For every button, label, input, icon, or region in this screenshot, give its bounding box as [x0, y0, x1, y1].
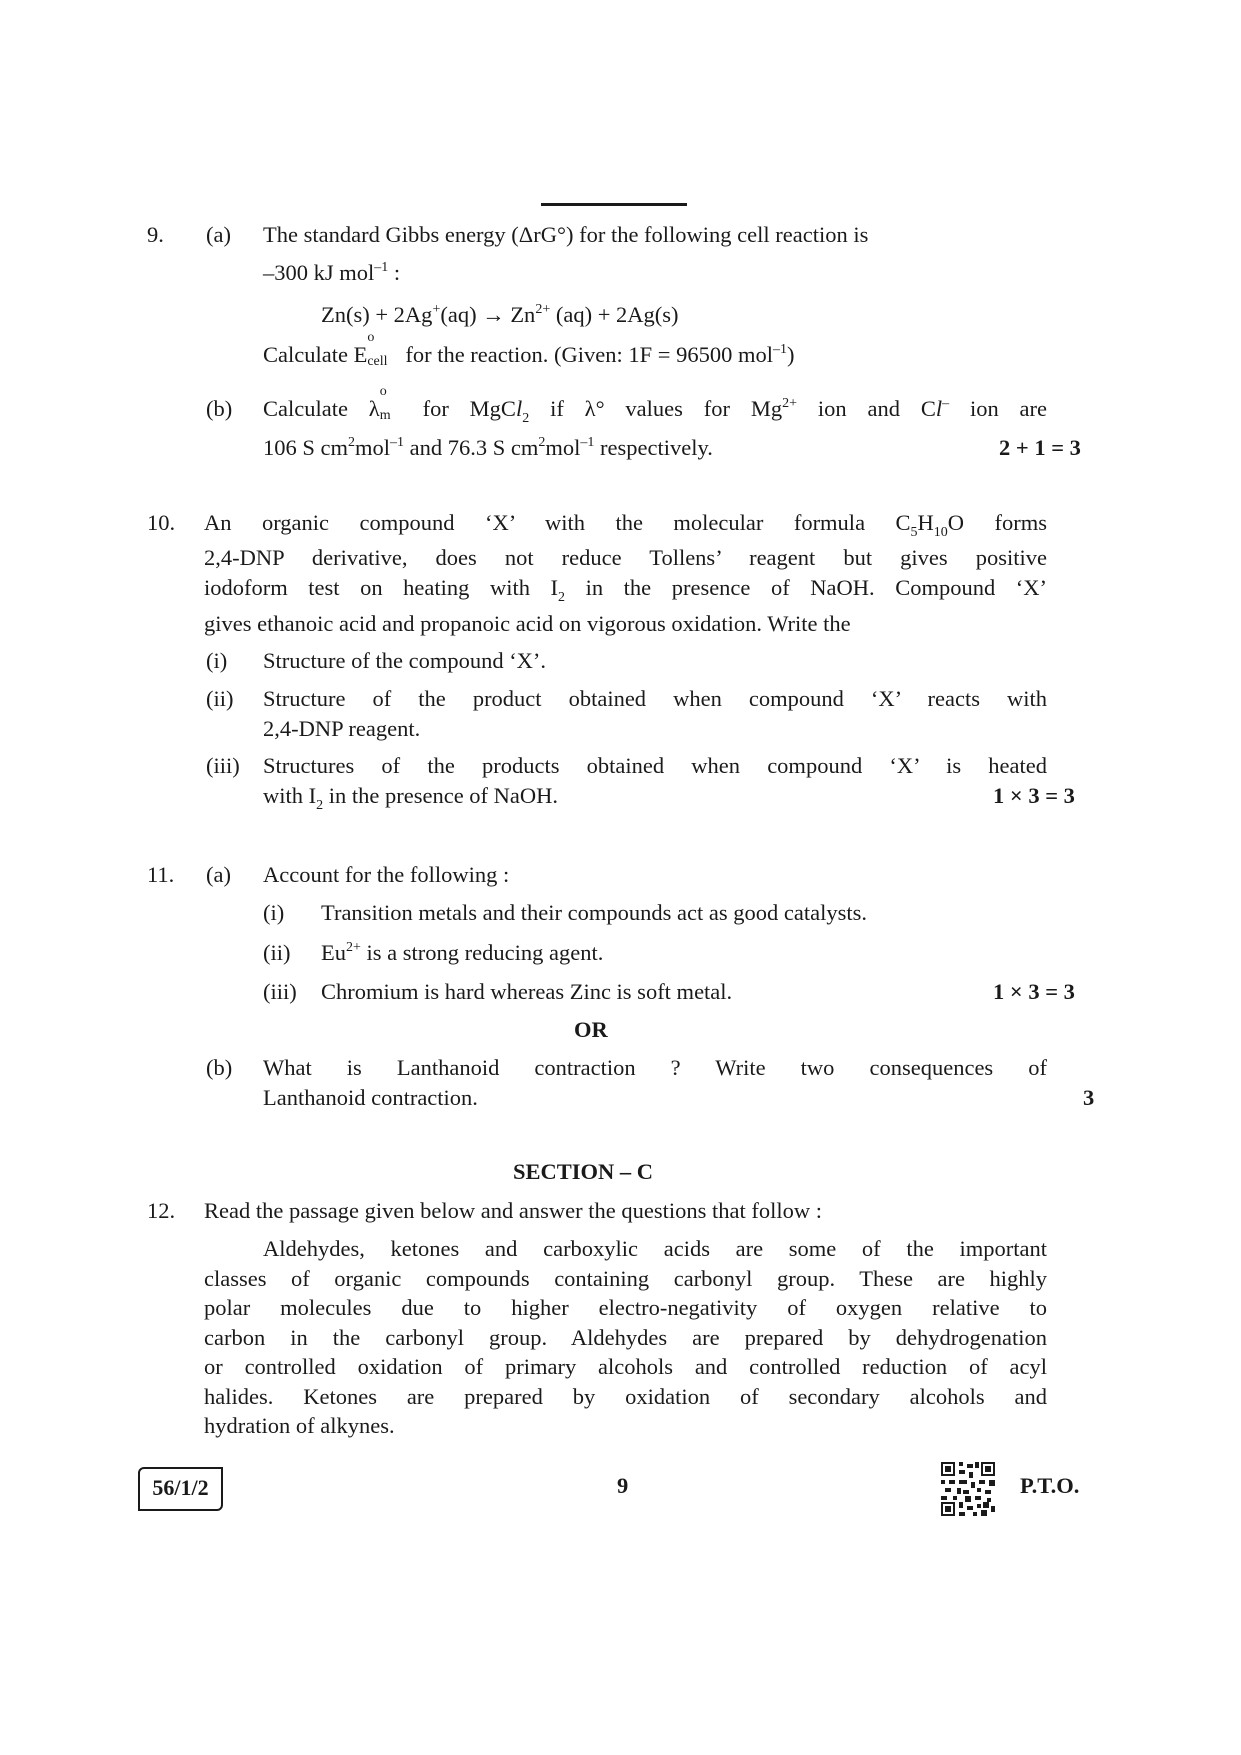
q9b-line1: Calculate λ o m for MgCl$_2$ if λ° values for $Mg^{2+}$ ion and Cl– ion are	[263, 384, 1048, 426]
q10-line2: 2,4-DNP derivative, does not reduce Tollens’ reagent but gives positive	[204, 545, 1047, 570]
top-divider	[541, 203, 687, 206]
q12-passage-line4: carbon in the carbonyl group. Aldehydes are prepared by dehydrogenation	[204, 1325, 1047, 1350]
q12-passage-line6: halides. Ketones are prepared by oxidation of secondary alcohols and	[204, 1384, 1047, 1409]
q11a-text: Account for the following :	[263, 862, 510, 887]
q11b-line1: What is Lanthanoid contraction ? Write two consequences of	[263, 1055, 1047, 1080]
q11-iii-text: Chromium is hard whereas Zinc is soft metal.	[321, 979, 733, 1004]
q10-ii-line2: 2,4-DNP reagent.	[263, 716, 421, 741]
q11-iii-label: (iii)	[263, 979, 297, 1004]
q11-i-text: Transition metals and their compounds act as good catalysts.	[321, 900, 867, 925]
q10-ii-label: (ii)	[206, 686, 234, 711]
q11-ii-label: (ii)	[263, 940, 291, 965]
q10-line3: iodoform test on heating with $I_2$ in the presence of NaOH. Compound ‘X’	[204, 575, 1048, 605]
q11b-line2: Lanthanoid contraction.	[263, 1085, 478, 1110]
q11a-label: (a)	[206, 862, 231, 887]
q11-or: OR	[574, 1017, 608, 1042]
q12-passage-line2: classes of organic compounds containing carbonyl group. These are highly	[204, 1266, 1047, 1291]
q9a-calculate: Calculate E o cell for the reaction. (Given: 1F = 96500 mol$^{-1}$)	[263, 330, 795, 369]
q10-number: 10.	[147, 510, 176, 535]
q9b-line2: 106 S $cm^2mol^{-1}$ and 76.3 S $cm^2mol^{-1}$ respectively.	[263, 435, 713, 460]
q10-iii-line2: with $I_2$ in the presence of NaOH.	[263, 783, 559, 813]
q12-passage-line1: Aldehydes, ketones and carboxylic acids are some of the important	[263, 1236, 1047, 1261]
q11-ii-text: $Eu^{2+}$ is a strong reducing agent.	[321, 940, 604, 965]
q10-i-text: Structure of the compound ‘X’.	[263, 648, 547, 673]
q9-number: 9.	[147, 222, 164, 247]
q9-equation: $Zn(s) + 2Ag^+(aq) \to Zn^{2+}$ (aq) + 2Ag(s)	[321, 302, 679, 327]
page-number: 9	[617, 1473, 629, 1498]
q10-line1: An organic compound ‘X’ with the molecular formula $C_5H_{10}O$ forms	[204, 510, 1047, 540]
paper-code-box: 56/1/2	[138, 1467, 223, 1511]
q9b-label: (b)	[206, 396, 233, 421]
q10-i-label: (i)	[206, 648, 228, 673]
q10-iii-label: (iii)	[206, 753, 240, 778]
pto-label: P.T.O.	[1020, 1473, 1080, 1498]
q12-passage-line3: polar molecules due to higher electro-negativity of oxygen relative to	[204, 1295, 1047, 1320]
section-c-heading: SECTION – C	[513, 1159, 654, 1184]
q10-iii-line1: Structures of the products obtained when compound ‘X’ is heated	[263, 753, 1047, 778]
q11b-marks: 3	[1083, 1085, 1095, 1110]
q12-passage-line5: or controlled oxidation of primary alcohols and controlled reduction of acyl	[204, 1354, 1047, 1379]
q12-passage-line7: hydration of alkynes.	[204, 1413, 395, 1438]
q10-ii-line1: Structure of the product obtained when compound ‘X’ reacts with	[263, 686, 1047, 711]
q9a-line2: –300 kJ mol$^{-1}$ :	[263, 260, 401, 285]
q9a-line1: The standard Gibbs energy (ΔrG°) for the following cell reaction is	[263, 222, 869, 247]
q12-number: 12.	[147, 1198, 176, 1223]
q10-line4: gives ethanoic acid and propanoic acid on vigorous oxidation. Write the	[204, 611, 851, 636]
q10-marks: 1 × 3 = 3	[993, 783, 1075, 808]
q11-number: 11.	[147, 862, 175, 887]
q11-i-label: (i)	[263, 900, 285, 925]
qr-code-icon	[941, 1462, 995, 1516]
q11b-label: (b)	[206, 1055, 233, 1080]
q9-marks: 2 + 1 = 3	[999, 435, 1081, 460]
q12-intro: Read the passage given below and answer the questions that follow :	[204, 1198, 822, 1223]
q11a-marks: 1 × 3 = 3	[993, 979, 1075, 1004]
q9a-label: (a)	[206, 222, 231, 247]
